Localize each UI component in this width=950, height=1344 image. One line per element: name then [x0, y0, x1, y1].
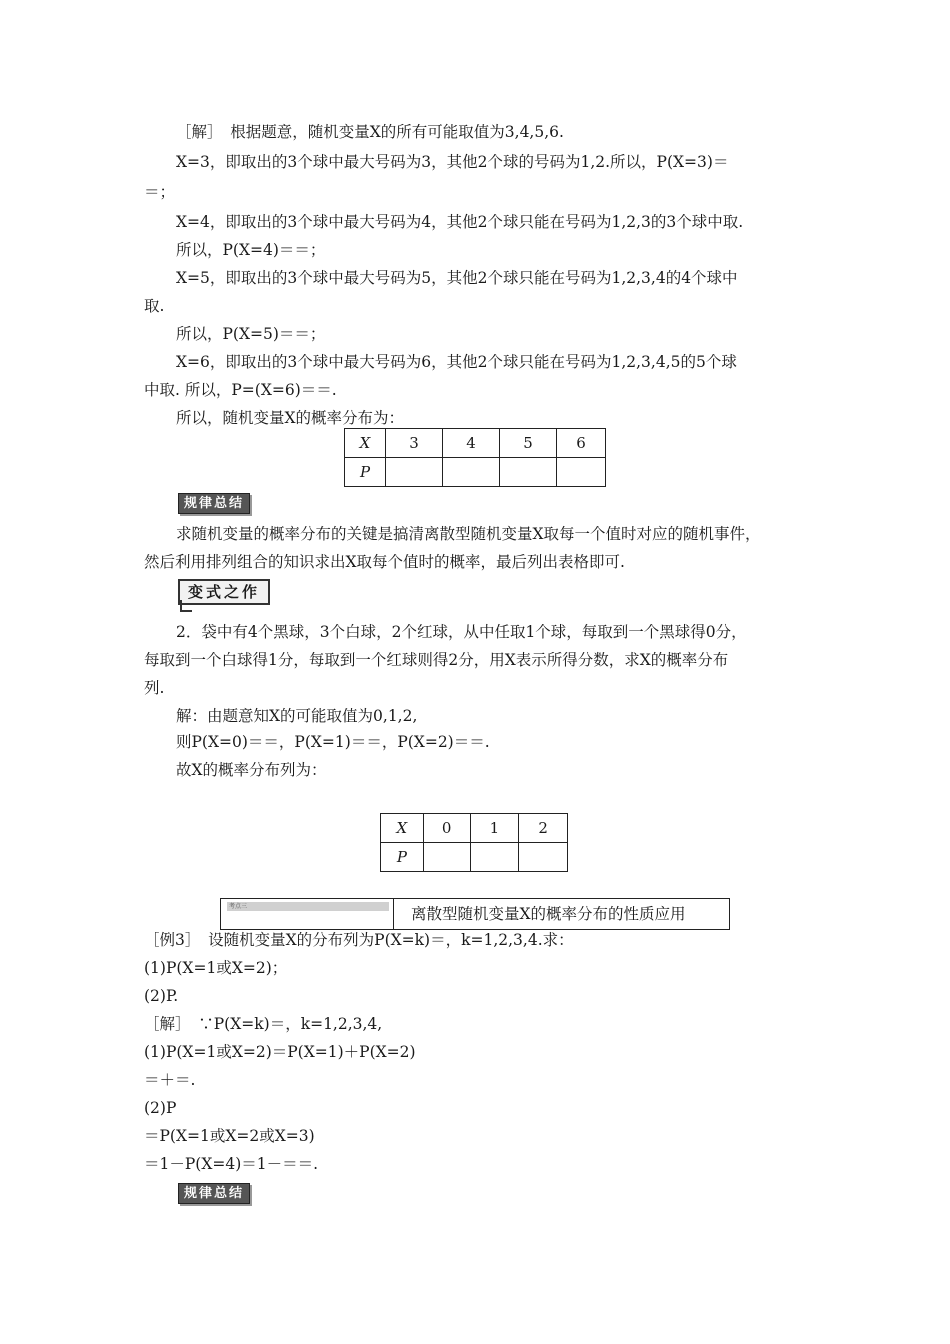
table-header-cell: 2: [519, 814, 568, 843]
example-line: ＝＋＝.: [144, 1071, 196, 1089]
topic-title: 离散型随机变量X的概率分布的性质应用: [411, 905, 686, 923]
solution-line: X=6，即取出的3个球中最大号码为6，其他2个球只能在号码为1,2,3,4,5的5个球: [176, 353, 737, 371]
table-header-cell: 4: [443, 429, 500, 458]
table-cell: [500, 458, 557, 487]
topic-label: 考点三: [227, 902, 389, 911]
summary-line: 然后利用排列组合的知识求出X取每个值时的概率，最后列出表格即可.: [144, 553, 625, 571]
solution-line: 所以，P(X=4)＝＝；: [176, 241, 326, 259]
solution-line: 所以，随机变量X的概率分布为：: [176, 409, 405, 427]
table-cell: P: [381, 843, 424, 872]
solution-line: ＝；: [144, 183, 176, 201]
probability-table-2: [380, 813, 568, 872]
table-cell: [386, 458, 443, 487]
variant-badge: 变式之作: [178, 579, 270, 605]
topic-divider: [393, 899, 394, 929]
probability-table-1: [344, 428, 606, 487]
solution-line: X=3，即取出的3个球中最大号码为3，其他2个球的号码为1,2.所以，P(X=3)＝: [176, 153, 729, 171]
example-line: ［解］ ∵P(X=k)＝，k=1,2,3,4,: [144, 1015, 383, 1033]
table-header-cell: 3: [386, 429, 443, 458]
example-line: (1)P(X=1或X=2)；: [144, 959, 288, 977]
solution-line: X=4，即取出的3个球中最大号码为4，其他2个球只能在号码为1,2,3的3个球中取.: [176, 213, 744, 231]
example-line: (2)P: [144, 1099, 177, 1117]
exercise-line: 每取到一个白球得1分，每取到一个红球则得2分，用X表示所得分数，求X的概率分布: [144, 651, 729, 669]
summary-badge: 规律总结: [178, 1183, 250, 1204]
table-cell: [557, 458, 606, 487]
solution-line: X=5，即取出的3个球中最大号码为5，其他2个球只能在号码为1,2,3,4的4个球中: [176, 269, 738, 287]
exercise-line: 2．袋中有4个黑球，3个白球，2个红球，从中任取1个球，每取到一个黑球得0分，: [176, 623, 747, 641]
solution-line: ［解］ 根据题意，随机变量X的所有可能取值为3,4,5,6.: [176, 123, 564, 141]
topic-header: [220, 898, 730, 930]
table-cell: P: [345, 458, 386, 487]
table-header-cell: 5: [500, 429, 557, 458]
exercise-line: 列.: [144, 679, 165, 697]
example-line: ＝1－P(X=4)＝1－＝＝.: [144, 1155, 319, 1173]
table-header-cell: 1: [470, 814, 519, 843]
solution-line: 取.: [144, 297, 165, 315]
table-header-cell: 0: [423, 814, 470, 843]
table-header-cell: X: [345, 429, 386, 458]
example-line: (2)P.: [144, 987, 179, 1005]
example-line: (1)P(X=1或X=2)＝P(X=1)＋P(X=2): [144, 1043, 416, 1061]
summary-line: 求随机变量的概率分布的关键是搞清离散型随机变量X取每一个值时对应的随机事件，: [176, 525, 761, 543]
exercise-line: 解：由题意知X的可能取值为0,1,2,: [176, 707, 418, 725]
solution-line: 中取. 所以，P=(X=6)＝＝.: [144, 381, 337, 399]
table-cell: [519, 843, 568, 872]
solution-line: 所以，P(X=5)＝＝；: [176, 325, 326, 343]
example-line: ［例3］ 设随机变量X的分布列为P(X=k)＝，k=1,2,3,4.求：: [144, 931, 574, 949]
exercise-line: 则P(X=0)＝＝，P(X=1)＝＝，P(X=2)＝＝.: [176, 733, 490, 751]
table-cell: [470, 843, 519, 872]
table-cell: [443, 458, 500, 487]
example-line: ＝P(X=1或X=2或X=3): [144, 1127, 315, 1145]
table-cell: [423, 843, 470, 872]
table-header-cell: 6: [557, 429, 606, 458]
exercise-line: 故X的概率分布列为：: [176, 761, 327, 779]
variant-badge-tail: [180, 600, 192, 612]
summary-badge: 规律总结: [178, 493, 250, 514]
table-header-cell: X: [381, 814, 424, 843]
